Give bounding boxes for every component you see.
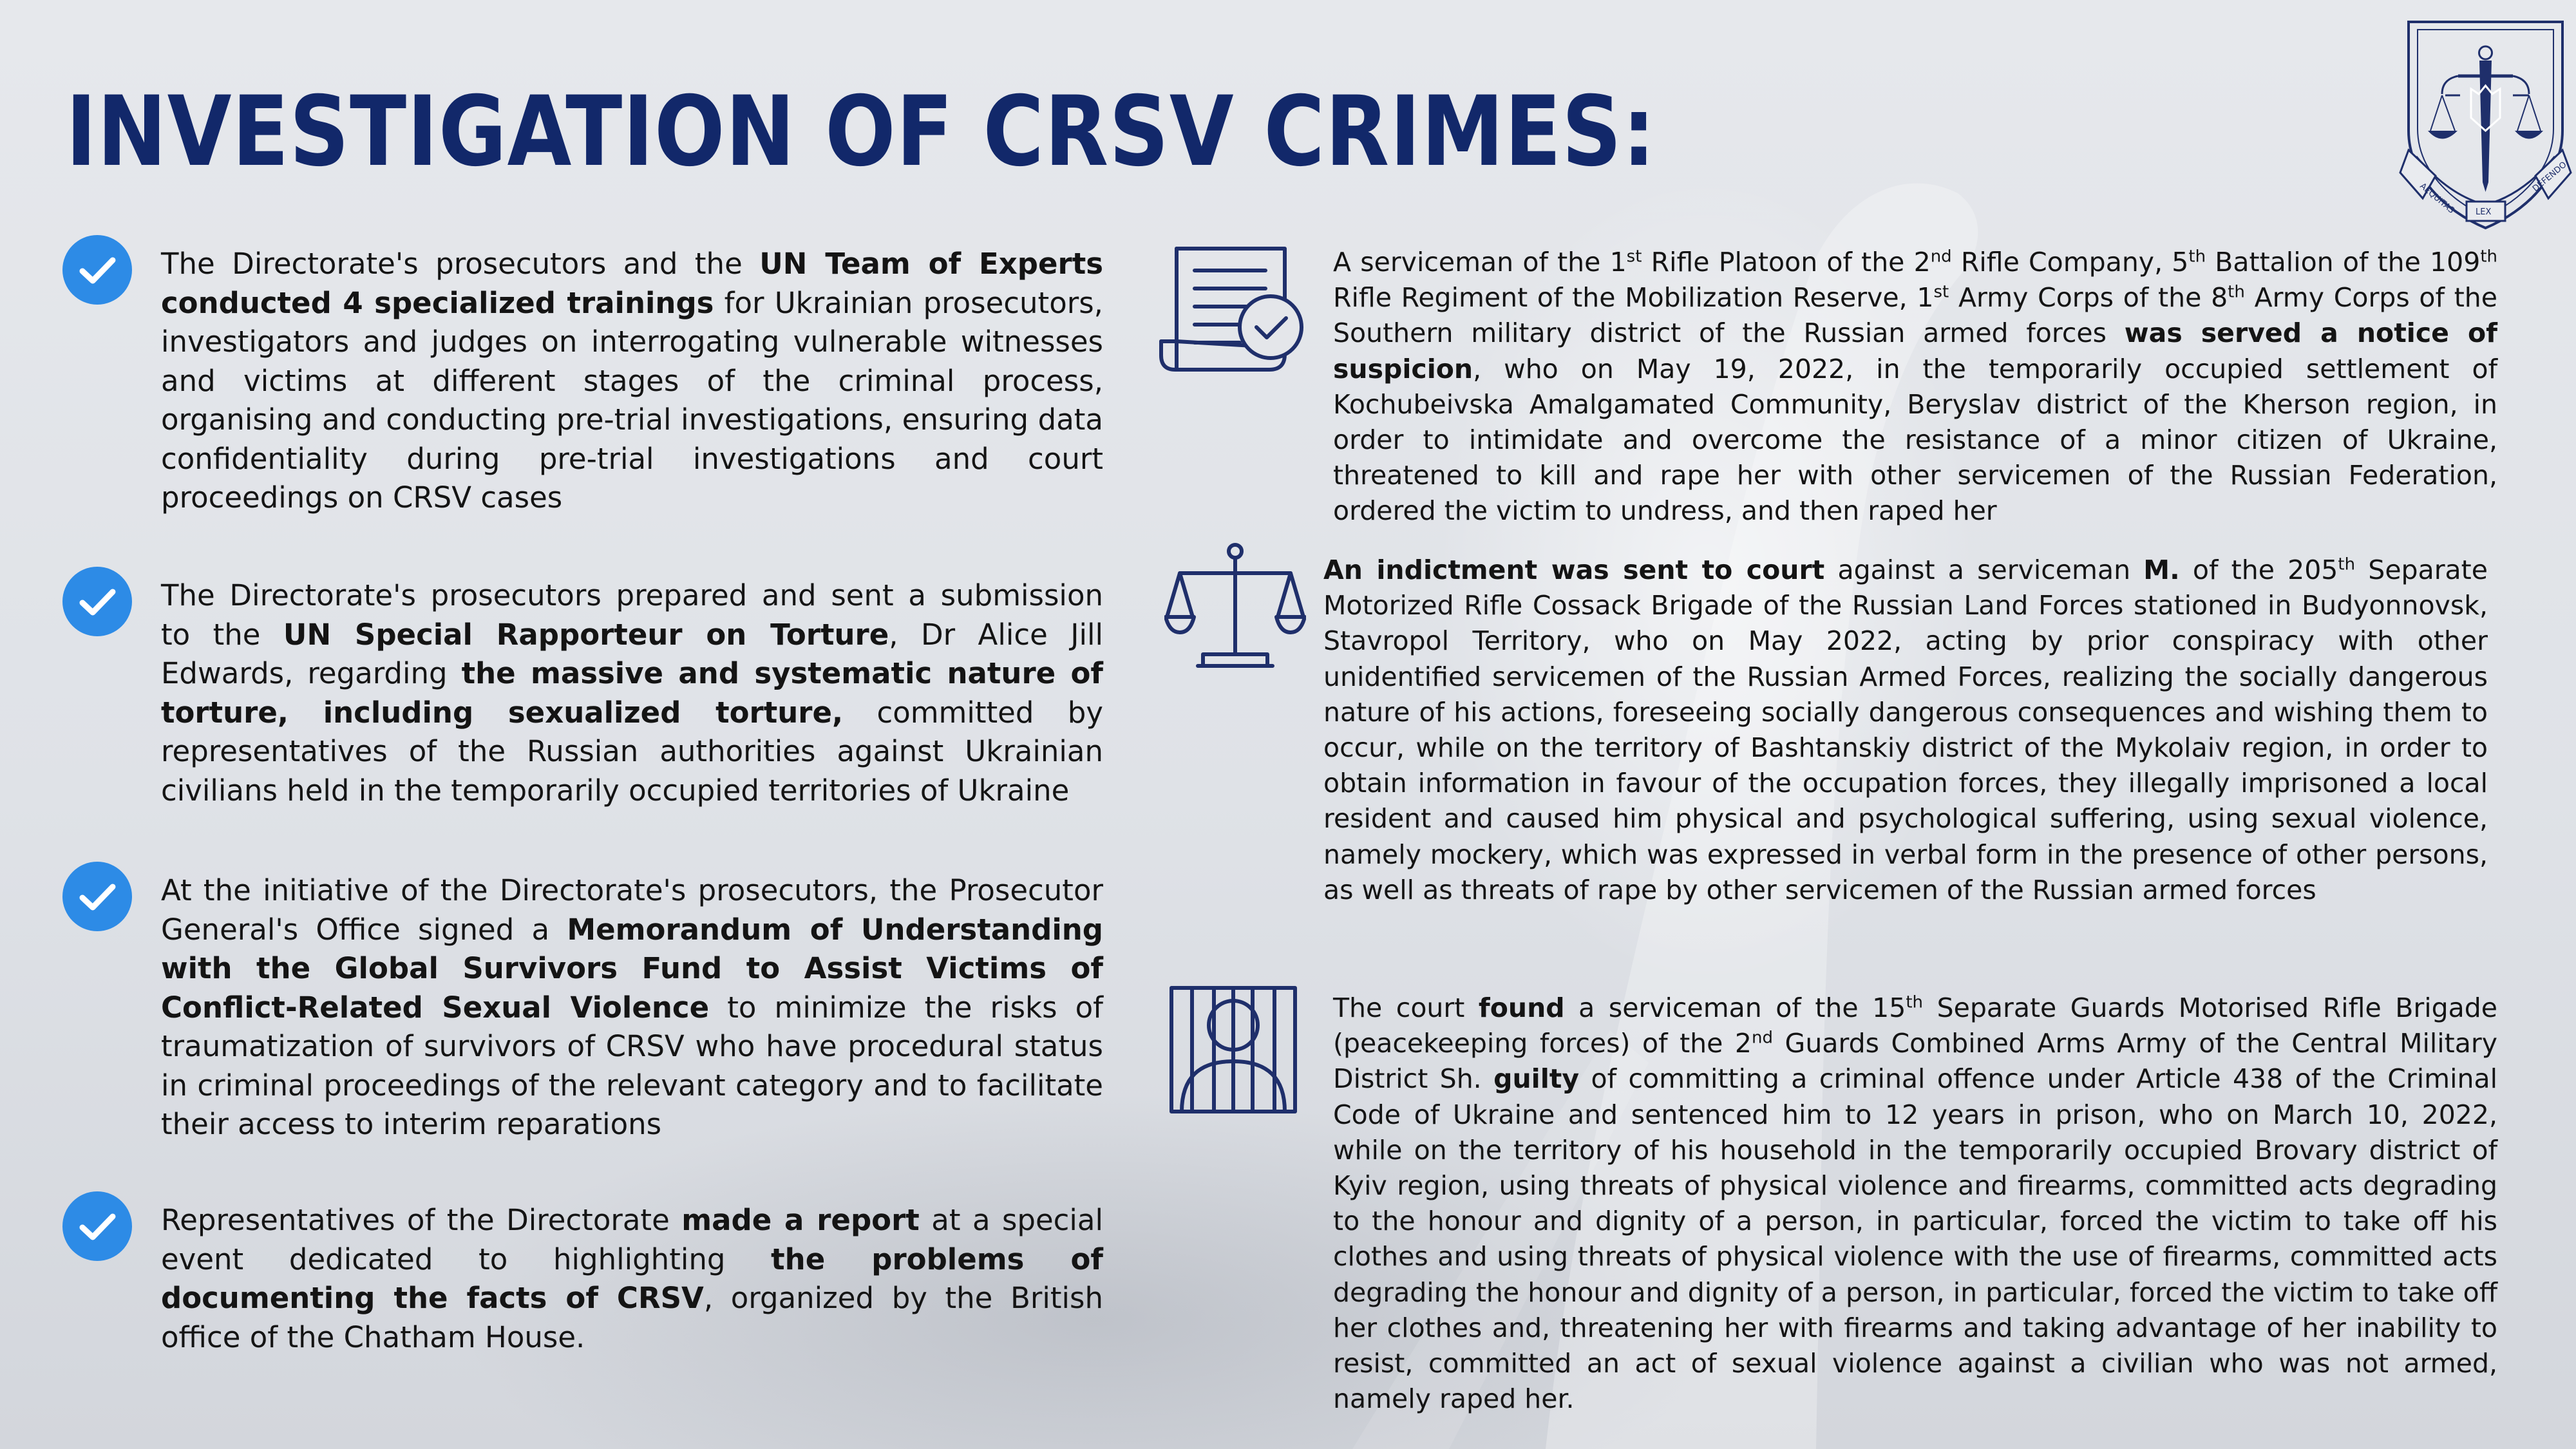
page-title: INVESTIGATION OF CRSV CRIMES: xyxy=(66,76,1656,188)
check-circle-icon xyxy=(62,567,132,636)
check-circle-icon xyxy=(62,235,132,305)
left-item-2: The Directorate's prosecutors prepared and sent a submission to the UN Special Rapporteur on Torture, Dr Alice Jill Edwards, regarding the massive and systematic nature of torture, including sexualized torture, committed by representatives of the Russian authorities against Ukrainian civilians held in the temporarily occupied territories of Ukraine xyxy=(161,578,1103,808)
right-item-1: A serviceman of the 1st Rifle Platoon of the 2nd Rifle Company, 5th Battalion of the 109th Rifle Regiment of the Mobilization Reserve, 1st Army Corps of the 8th Army Corps of the Southern military district of the Russian armed forces was served a notice of suspicion, who on May 19, 2022, in the temporarily occupied settlement of Kochubeivska Amalgamated Community, Beryslav district of the Kherson region, in order to intimidate and overcome the resistance of a minor citizen of Ukraine, threatened to kill and rape her with other servicemen of the Russian Federation, ordered the victim to undress, and then raped her xyxy=(1333,247,2498,527)
left-item-1: The Directorate's prosecutors and the UN Team of Experts conducted 4 specialized trainings for Ukrainian prosecutors, investigators and judges on interrogating vulnerable witnesses and victims at different stages of the criminal process, organising and conducting pre-trial investigations, ensuring data confidentiality during pre-trial investigations and court proceedings on CRSV cases xyxy=(161,247,1103,515)
svg-text:DEFENDO: DEFENDO xyxy=(2530,160,2569,194)
svg-text:LEX: LEX xyxy=(2476,207,2492,217)
prosecutor-general-office-emblem xyxy=(2397,18,2574,231)
left-item-4: Representatives of the Directorate made a report at a special event dedicated to highlighting the problems of documenting the facts of CRSV, organized by the British office of the Chatham House. xyxy=(161,1203,1104,1354)
scales-of-justice-icon xyxy=(1164,541,1306,670)
svg-text:AEQUITAS: AEQUITAS xyxy=(2418,181,2456,216)
right-item-3: The court found a serviceman of the 15th Separate Guards Motorised Rifle Brigade (peacekeeping forces) of the 2nd Guards Combined Arms Army of the Central Military District Sh. guilty of committing a criminal offence under Article 438 of the Criminal Code of Ukraine and sentenced him to 12 years in prison, who on March 10, 2022, while on the territory of his household in the temporarily occupied Brovary district of Kyiv region, using threats of physical violence and firearms, committed acts degrading to the honour and dignity of a person, in particular, forced the victim to take off his clothes and using threats of physical violence with the use of firearms, committed acts degrading the honour and dignity of a person, in particular, forced the victim to take off her clothes and, threatening her with firearms and taking advantage of her inability to resist, committed an act of sexual violence against a civilian who was not armed, namely raped her. xyxy=(1333,992,2497,1415)
document-check-icon xyxy=(1156,245,1311,374)
prisoner-behind-bars-icon xyxy=(1169,985,1298,1114)
right-item-2: An indictment was sent to court against a serviceman M. of the 205th Separate Motorized Rifle Cossack Brigade of the Russian Land Forces stationed in Budyonnovsk, Stavropol Territory, who on May 2022, acting by prior conspiracy with other unidentified servicemen of the Russian Armed Forces, realizing the socially dangerous nature of his actions, foreseeing socially dangerous consequences and wishing them to occur, while on the territory of Bashtanskiy district of the Mykolaiv region, in order to obtain information in favour of the occupation forces, they illegally imprisoned a local resident and caused him physical and psychological suffering, using sexual violence, namely mockery, which was expressed in verbal form in the presence of other persons, as well as threats of rape by other servicemen of the Russian armed forces xyxy=(1323,554,2488,905)
left-item-3: At the initiative of the Directorate's prosecutors, the Prosecutor General's Office signed a Memorandum of Understanding with the Global Survivors Fund to Assist Victims of Conflict-Related Sexual Violence to minimize the risks of traumatization of survivors of CRSV who have procedural status in criminal proceedings of the relevant category and to facilitate their access to interim reparations xyxy=(161,873,1103,1141)
check-circle-icon xyxy=(62,862,132,931)
check-circle-icon xyxy=(62,1191,132,1261)
